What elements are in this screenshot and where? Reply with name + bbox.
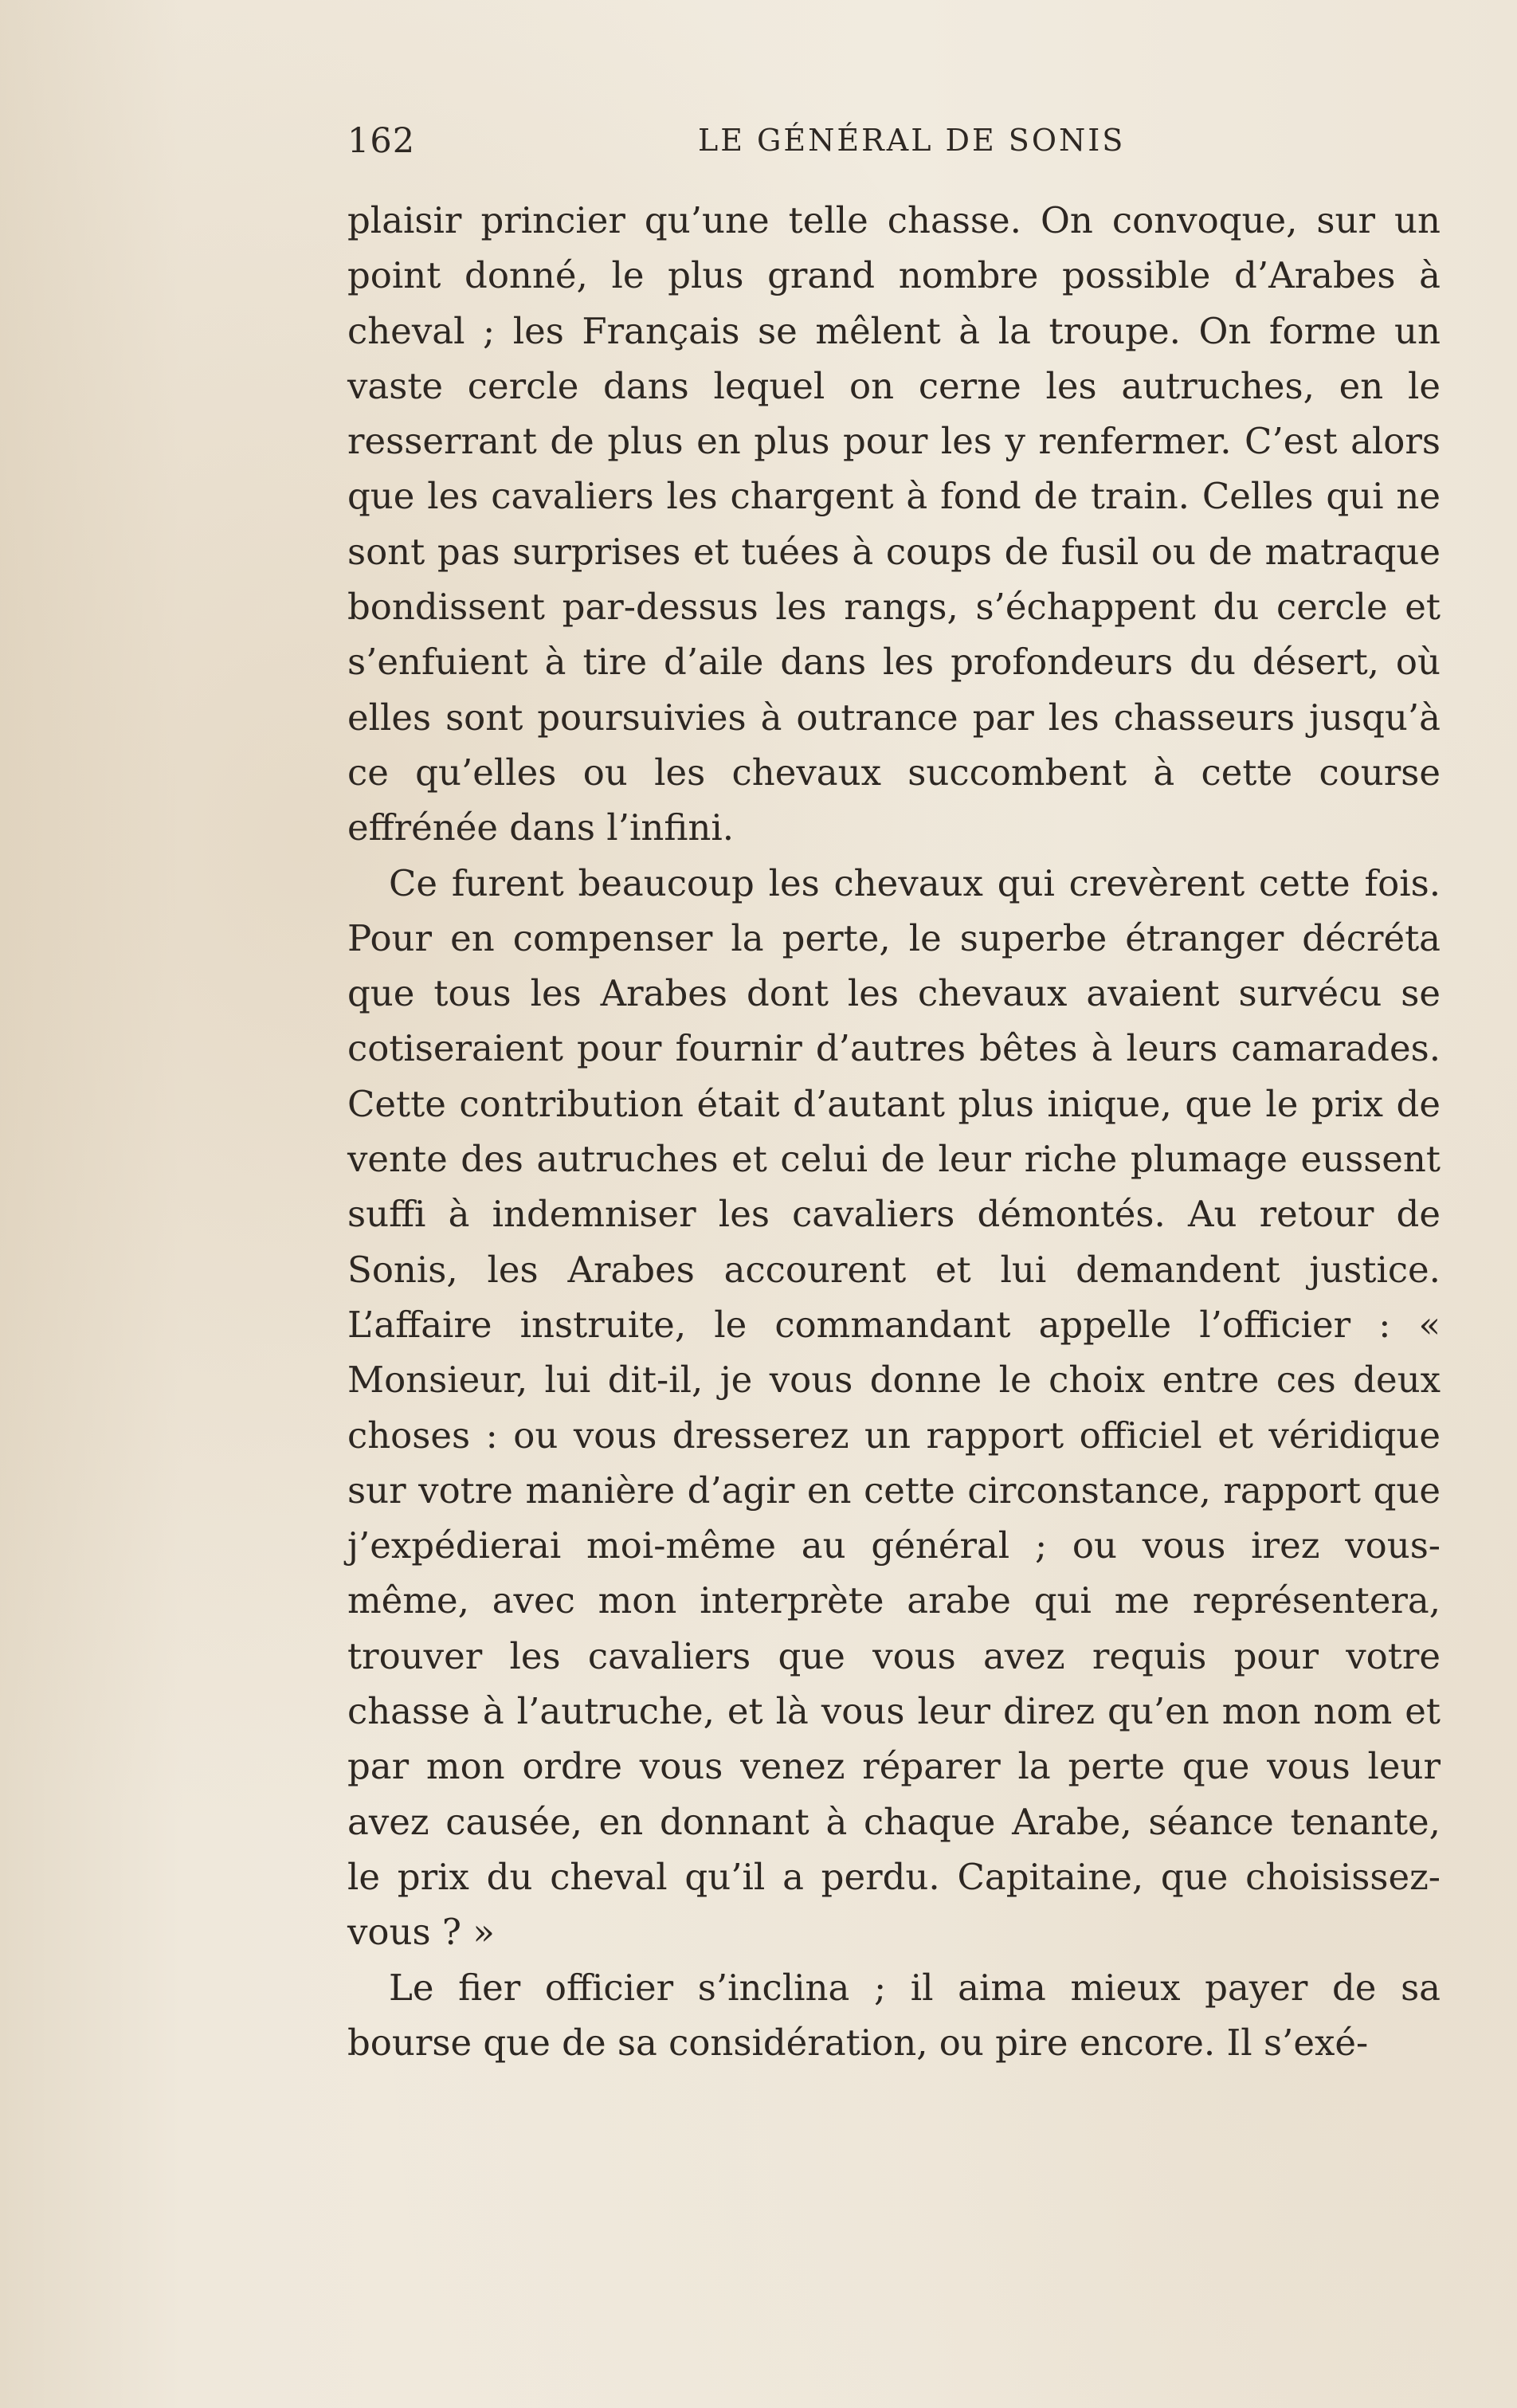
page-number: 162 — [347, 121, 416, 161]
paragraph: Ce furent beaucoup les chevaux qui crevèrent cette fois. Pour en compenser la perte, le superbe étranger décréta que tous les Arabes dont les chevaux avaient survécu se cotiseraient pour fournir d’autres bêtes à leurs camarades. Cette contribution était d’autant plus inique, que le prix de vente des autruches et celui de leur riche plumage eussent suffi à indemniser les cavaliers démontés. Au retour de Sonis, les Arabes accourent et lui demandent justice. L’affaire instruite, le commandant appelle l’officier : « Monsieur, lui dit-il, je vous donne le choix entre ces deux choses : ou vous dresserez un rapport officiel et véridique sur votre manière d’agir en cette circonstance, rapport que j’expédierai moi-même au général ; ou vous irez vous-même, avec mon interprète arabe qui me représentera, trouver les cavaliers que vous avez requis pour votre chasse à l’autruche, et là vous leur direz qu’en mon nom et par mon ordre vous venez réparer la perte que vous leur avez causée, en donnant à chaque Arabe, séance tenante, le prix du cheval qu’il a perdu. Capitaine, que choisissez-vous ? » — [347, 861, 1441, 1954]
body-text — [347, 193, 1441, 2070]
running-title: LE GÉNÉRAL DE SONIS — [698, 123, 1126, 158]
page-header — [347, 121, 1441, 169]
paragraph: Le fier officier s’inclina ; il aima mieux payer de sa bourse que de sa considération, ou pire encore. Il s’exé- — [347, 1966, 1441, 2064]
paragraph-continued: plaisir princier qu’une telle chasse. On convoque, sur un point donné, le plus grand nombre possible d’Arabes à cheval ; les Français se mêlent à la troupe. On forme un vaste cercle dans lequel on cerne les autruches, en le resserrant de plus en plus pour les y renfermer. C’est alors que les cavaliers les chargent à fond de train. Celles qui ne sont pas surprises et tuées à coups de fusil ou de matraque bondissent par-dessus les rangs, s’échappent du cercle et s’enfuient à tire d’aile dans les profondeurs du désert, où elles sont poursuivies à outrance par les chasseurs jusqu’à ce qu’elles ou les chevaux succombent à cette course effrénée dans l’infini. — [347, 199, 1441, 849]
